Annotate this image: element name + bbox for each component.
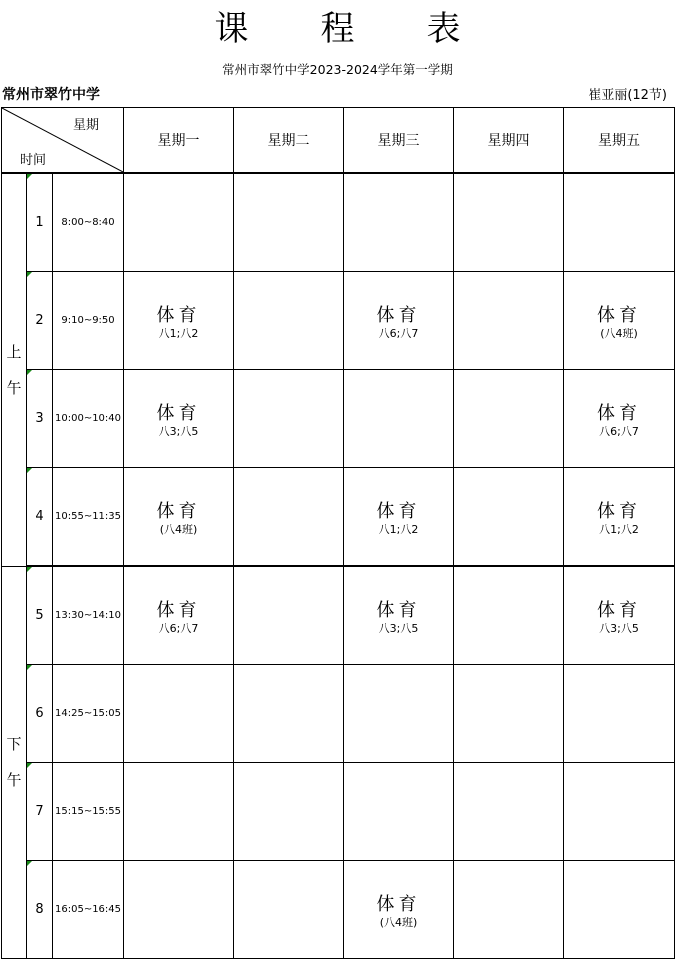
lesson-cell-p8-tue (234, 861, 344, 959)
lesson-cell-p2-mon (124, 272, 234, 370)
period-number: 8 (27, 861, 53, 959)
period-number: 4 (27, 468, 53, 567)
subject-label: 体育 (156, 402, 201, 424)
lesson-cell-p1-wed (344, 173, 454, 272)
day-header-mon: 星期一 (124, 108, 234, 174)
subject-label: 体育 (597, 304, 642, 326)
period-row-5 (2, 566, 675, 665)
header-corner (2, 108, 124, 174)
lesson-cell-p3-tue (234, 370, 344, 468)
period-time: 13:30~14:10 (53, 566, 124, 665)
lesson-cell-p5-mon (124, 566, 234, 665)
lesson-cell-p8-fri (564, 861, 675, 959)
period-row-7 (2, 763, 675, 861)
timetable (1, 107, 675, 959)
lesson-cell-p4-wed (344, 468, 454, 567)
corner-day-label: 星期 (73, 118, 100, 133)
class-label: (八4班) (600, 326, 638, 340)
period-time: 16:05~16:45 (53, 861, 124, 959)
lesson-cell-p4-mon (124, 468, 234, 567)
subject-label: 体育 (156, 304, 201, 326)
class-label: (八4班) (159, 522, 198, 536)
period-row-2 (2, 272, 675, 370)
period-number: 6 (27, 665, 53, 763)
period-time: 10:00~10:40 (53, 370, 124, 468)
period-time: 9:10~9:50 (53, 272, 124, 370)
period-time: 10:55~11:35 (53, 468, 124, 567)
class-label: 八6;八7 (158, 621, 199, 635)
period-time: 14:25~15:05 (53, 665, 124, 763)
period-time: 8:00~8:40 (53, 173, 124, 272)
period-time: 15:15~15:55 (53, 763, 124, 861)
subject-label: 体育 (376, 500, 421, 522)
lesson-cell-p3-wed (344, 370, 454, 468)
lesson-cell-p8-mon (124, 861, 234, 959)
day-header-thu: 星期四 (454, 108, 564, 174)
lesson-cell-p3-fri (564, 370, 675, 468)
lesson-cell-p4-tue (234, 468, 344, 567)
period-row-3 (2, 370, 675, 468)
lesson-cell-p5-thu (454, 566, 564, 665)
subject-label: 体育 (376, 304, 421, 326)
class-label: 八6;八7 (599, 424, 639, 438)
lesson-cell-p1-mon (124, 173, 234, 272)
period-number: 5 (27, 566, 53, 665)
class-label: 八6;八7 (378, 326, 419, 340)
teacher-name: 崔亚丽(12节) (588, 88, 667, 103)
subject-label: 体育 (156, 500, 201, 522)
lesson-cell-p1-tue (234, 173, 344, 272)
class-label: 八1;八2 (599, 522, 639, 536)
lesson-cell-p5-tue (234, 566, 344, 665)
day-header-fri: 星期五 (564, 108, 675, 174)
day-header-wed: 星期三 (344, 108, 454, 174)
class-label: 八1;八2 (158, 326, 199, 340)
day-header-tue: 星期二 (234, 108, 344, 174)
lesson-cell-p7-thu (454, 763, 564, 861)
subject-label: 体育 (597, 500, 642, 522)
lesson-cell-p1-thu (454, 173, 564, 272)
lesson-cell-p6-mon (124, 665, 234, 763)
subject-label: 体育 (597, 402, 642, 424)
lesson-cell-p5-wed (344, 566, 454, 665)
class-label: 八1;八2 (378, 522, 419, 536)
half-label-morning: 上午 (2, 173, 27, 566)
subject-label: 体育 (376, 893, 421, 915)
corner-time-label: 时间 (20, 153, 47, 168)
semester-subtitle: 常州市翠竹中学2023-2024学年第一学期 (222, 62, 453, 77)
header-row (2, 108, 675, 174)
class-label: 八3;八5 (378, 621, 419, 635)
half-label-afternoon: 下午 (2, 566, 27, 959)
lesson-cell-p1-fri (564, 173, 675, 272)
period-row-4 (2, 468, 675, 567)
lesson-cell-p6-tue (234, 665, 344, 763)
lesson-cell-p4-thu (454, 468, 564, 567)
lesson-cell-p2-thu (454, 272, 564, 370)
lesson-cell-p7-tue (234, 763, 344, 861)
lesson-cell-p6-thu (454, 665, 564, 763)
lesson-cell-p7-wed (344, 763, 454, 861)
lesson-cell-p7-mon (124, 763, 234, 861)
lesson-cell-p8-thu (454, 861, 564, 959)
period-row-1 (2, 173, 675, 272)
period-number: 7 (27, 763, 53, 861)
class-label: 八3;八5 (599, 621, 639, 635)
lesson-cell-p5-fri (564, 566, 675, 665)
subject-label: 体育 (597, 599, 642, 621)
class-label: 八3;八5 (158, 424, 199, 438)
period-number: 3 (27, 370, 53, 468)
subject-label: 体育 (376, 599, 421, 621)
period-number: 2 (27, 272, 53, 370)
lesson-cell-p2-wed (344, 272, 454, 370)
lesson-cell-p6-wed (344, 665, 454, 763)
school-name: 常州市翠竹中学 (2, 87, 100, 103)
lesson-cell-p3-mon (124, 370, 234, 468)
lesson-cell-p3-thu (454, 370, 564, 468)
lesson-cell-p7-fri (564, 763, 675, 861)
lesson-cell-p2-tue (234, 272, 344, 370)
period-row-6 (2, 665, 675, 763)
lesson-cell-p2-fri (564, 272, 675, 370)
class-label: (八4班) (379, 915, 418, 929)
subject-label: 体育 (156, 599, 201, 621)
period-row-8 (2, 861, 675, 959)
period-number: 1 (27, 173, 53, 272)
lesson-cell-p6-fri (564, 665, 675, 763)
page-title: 课程表 (214, 9, 533, 49)
lesson-cell-p4-fri (564, 468, 675, 567)
lesson-cell-p8-wed (344, 861, 454, 959)
